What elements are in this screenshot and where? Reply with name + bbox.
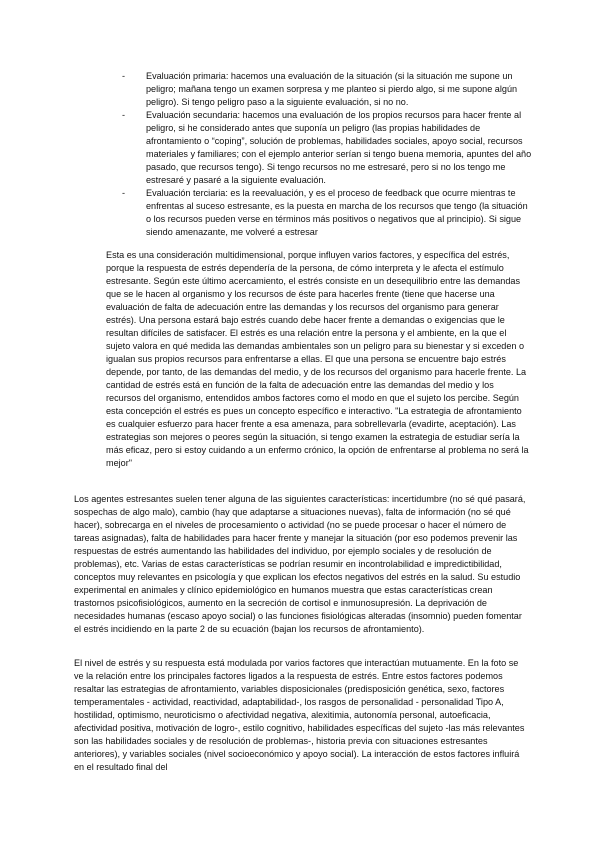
bullet-marker: - [122,71,126,81]
list-item-text: Evaluación secundaria: hacemos una evaluación de los propios recursos para hacer frente al peligro, si he considerado antes que suponía un peligro (las propias habilidades de afrontamiento o “coping”, solución de problemas, habilidades sociales, apoyo social, recursos materiales y familiares; con el ejemplo anterior serían si tengo buena memoria, apuntes del año pasado, que recursos tengo). Si tengo recursos no me estresaré, pero si no los tengo me estresaré y pasaré a la siguiente evaluación. [146,110,532,185]
list-item [122,187,532,239]
list-item [122,70,532,109]
paragraph-consideracion: Esta es una consideración multidimensional, porque influyen varios factores, y específica del estrés, porque la respuesta de estrés dependería de la persona, de cómo interpreta y le afecta el estímulo estresante. Según este último acercamiento, el estrés consiste en un desequilibrio entre las demandas que se le hacen al organismo y los recursos de éste para hacerles frente (tiene que hacerse una evaluación de falta de adecuación entre las demandas y los recursos del organismo para generar estrés). Una persona estará bajo estrés cuando debe hacer frente a demandas o exigencias que le resultan difíciles de satisfacer. El estrés es una relación entre la persona y el ambiente, en la que el sujeto valora en qué medida las demandas ambientales son un peligro para su bienestar y si exceden o igualan sus propios recursos para enfrentarse a ellas. El que una persona se encuentre bajo estrés depende, por tanto, de las demandas del medio, y de los recursos del organismo para hacerle frente. La cantidad de estrés está en función de la falta de adecuación entre las demandas del medio y los recursos del organismo, entendidos ambos factores como el modo en que el sujeto los percibe. Según esta concepción el estrés es pues un concepto específico e interactivo. "La estrategia de afrontamiento es cualquier esfuerzo para hacer frente a esa amenaza, para sobrellevarla (evadirte, aceptación). Las estrategias son mejores o peores según la situación, si tengo examen la estrategia de estudiar sería la más eficaz, pero si estoy cuidando a un enfermo crónico, la opción de enfrentarse al problema no será la mejor" [106,250,529,468]
bullet-marker: - [122,188,126,198]
list-item-text: Evaluación terciaria: es la reevaluación, y es el proceso de feedback que ocurre mientras te enfrentas al suceso estresante, es la puesta en marcha de los recursos que tengo (la situación o los recursos pueden verse en términos más positivos o negativos que al principio). Si sigue siendo amenazante, me volveré a estresar [146,188,528,237]
list-item-text: Evaluación primaria: hacemos una evaluación de la situación (si la situación me supone un peligro; mañana tengo un examen sorpresa y me planteo si pierdo algo, si me supone algún peligro). Si tengo peligro paso a la siguiente evaluación, si no no. [146,71,518,107]
bullet-marker: - [122,110,126,120]
paragraph-agentes: Los agentes estresantes suelen tener alguna de las siguientes características: incertidumbre (no sé qué pasará, sospechas de algo malo), cambio (hay que adaptarse a situaciones nuevas), falta de información (no sé qué hacer), sobrecarga en el niveles de procesamiento o actividad (no se puede procesar o hacer el número de tareas asignadas), falta de habilidades para hacer frente y manejar la situación (por eso podemos prevenir las respuestas de estrés aumentando las habilidades del individuo, por ejemplo sociales y de resolución de problemas), etc. Varias de estas características se podrían resumir en incontrolabilidad e impredictibilidad, conceptos muy relevantes en psicología y que explican los efectos negativos del estrés en la salud. Su estudio experimental en animales y clínico epidemiológico en humanos muestra que estas características crean trastornos psicofisiológicos, aumento en la secreción de cortisol e inmunosupresión. La deprivación de necesidades humanas (escaso apoyo social) o las funciones fisiológicas alteradas (insomnio) pueden fomentar el estrés incidiendo en la parte 2 de su ecuación (bajan los recursos de afrontamiento). [74,494,526,634]
paragraph-nivel: El nivel de estrés y su respuesta está modulada por varios factores que interactúan mutuamente. En la foto se ve la relación entre los principales factores ligados a la respuesta de estrés. Entre estos factores podemos resaltar las estrategias de afrontamiento, variables disposicionales (predisposición genética, sexo, factores temperamentales - actividad, reactividad, adaptabilidad-, los rasgos de personalidad - personalidad Tipo A, hostilidad, optimismo, neuroticismo o afectividad negativa, alexitimia, autonomía personal, autoeficacia, afectividad positiva, motivación de logro-, estilo cognitivo, habilidades específicas del sujeto -las más relevantes son las habilidades sociales y de resolución de problemas-, historia previa con situaciones estresantes anteriores), y variables sociales (nivel socioeconómico y apoyo social). La interacción de estos factores influirá en el resultado final del [74,658,525,772]
list-item [122,109,532,187]
evaluation-list [122,70,532,239]
